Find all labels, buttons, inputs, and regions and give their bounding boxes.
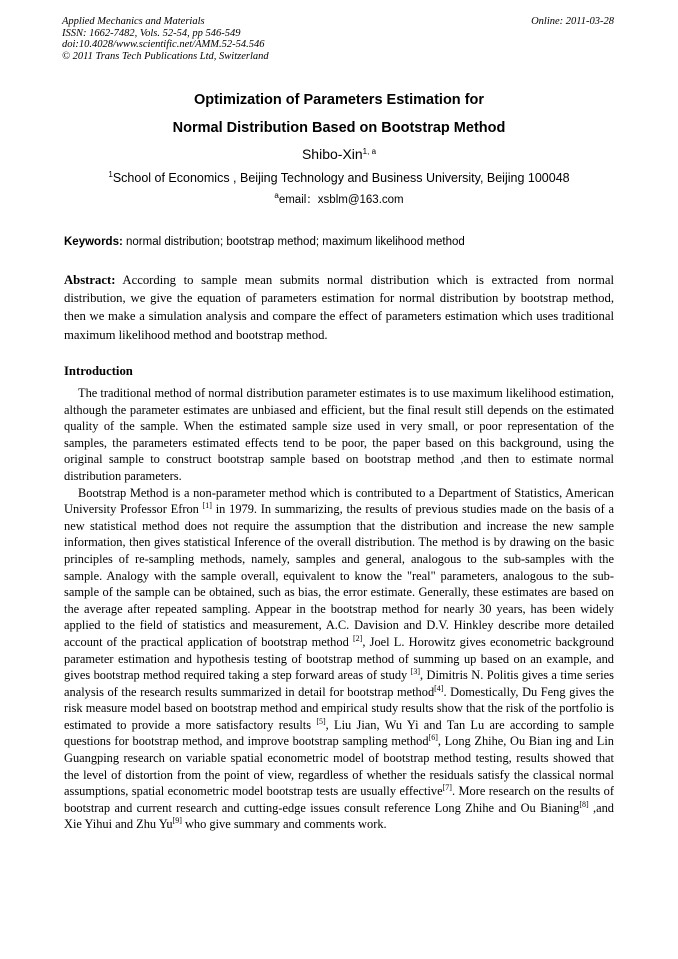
author-line <box>0 145 678 163</box>
affiliation-line <box>0 170 678 186</box>
author-name: Shibo-Xin <box>301 146 363 162</box>
text-span: in 1979. In summarizing, the results of previous studies made on the basis of a new statistical method does not require the assumption that the distribution and increase the new sample information, then gives statistical Inference of the overall distribution. The method is by drawing on the basic principles of re-sampling methods, namely, samples and general, analogous to the sub-samples with the sample. Analogy with the sample overall, equivalent to know the "real" parameters, analogous to the sub-sample of the sample can be obtained, such as bias, the error estimate. Generally, these estimates are based on the average after repeated sampling. Appear in the bootstrap method for nearly 30 years, has been widely applied to the field of statistics and measurement, A.C. Davision and D.V. Hinkley describe more detailed account of the practical application of bootstrap method <box>64 502 614 649</box>
journal-doi: doi:10.4028/www.scientific.net/AMM.52-54.546 <box>62 39 265 50</box>
text-span: . More research on the results of bootstrap and current research and cutting-edge issues consult reference Long Zhihe and Ou Bianing <box>64 784 614 815</box>
text-span: ,and Xie Yihui and Zhu Yu <box>64 800 614 832</box>
affiliation-rest: , Beijing Technology and Business University, Beijing 100048 <box>229 171 570 185</box>
journal-info <box>62 16 269 62</box>
citation-ref: [8] <box>579 799 589 809</box>
affiliation-mark: 1 <box>108 170 113 179</box>
text-span: , Joel L. Horowitz gives econometric background parameter estimation and hypothesis testing of bootstrap method of summing up based on an example, and gives bootstrap method required taking a step forward areas of study <box>64 634 614 683</box>
text-span: , Dimitris N. Politis gives a time series analysis of the research results summarized in detail for bootstrap method <box>64 668 614 699</box>
journal-name: Applied Mechanics and Materials <box>62 16 205 27</box>
keywords-text: normal distribution; bootstrap method; maximum likelihood method <box>122 236 465 248</box>
citation-ref: [4] <box>434 683 444 693</box>
online-date: Online: 2011-03-28 <box>531 16 614 27</box>
text-span: , Liu Jian, Wu Yi and Tan Lu are according to sample questions for bootstrap method, and improve bootstrap sampling method <box>64 717 615 749</box>
email-line <box>0 193 678 208</box>
section-heading-introduction: Introduction <box>64 364 133 378</box>
keywords <box>64 235 616 250</box>
journal-copyright: © 2011 Trans Tech Publications Ltd, Switzerland <box>62 50 269 62</box>
email-mark: a <box>274 191 279 200</box>
keywords-label: Keywords: <box>64 236 123 248</box>
citation-ref: [7] <box>442 783 452 793</box>
introduction-body <box>64 385 614 833</box>
abstract <box>64 271 614 344</box>
citation-ref: [5] <box>316 716 326 726</box>
abstract-label: Abstract: <box>64 273 116 287</box>
citation-ref: [3] <box>410 667 420 677</box>
paper-title-line-2: Normal Distribution Based on Bootstrap Method <box>172 120 506 136</box>
text-span: who give summary and comments work. <box>181 817 387 832</box>
citation-ref: [9] <box>172 816 182 826</box>
paper-title-line-1: Optimization of Parameters Estimation for <box>193 92 485 108</box>
citation-ref: [1] <box>202 501 212 511</box>
abstract-text: According to sample mean submits normal distribution which is extracted from normal distribution, we give the equation of parameters estimation for normal distribution by bootstrap method, then we make a simulation analysis and compare the effect of parameters estimation which uses traditional maximum likelihood method and bootstrap method. <box>64 273 614 342</box>
text-span: , Long Zhihe, Ou Bian ing and Lin Guangping research on variable spatial econometric model of bootstrap method testing, results showed that the level of distortion from the point of view, regardless of whether the residuals satisfy the classical normal assumptions, spatial econometric model bootstrap tests are usually effective <box>64 734 614 799</box>
text-span: Bootstrap Method is a non-parameter method which is contributed to a Department of Statistics, American University Professor Efron <box>64 485 614 517</box>
affiliation-school: School of Economics <box>112 171 230 185</box>
text-span: . Domestically, Du Feng gives the risk measure model based on bootstrap method and empirical study results show that the risk of the portfolio is estimated to provide a more satisfactory results <box>64 684 614 732</box>
email-address: email：xsblm@163.com <box>278 194 404 206</box>
citation-ref: [2] <box>352 633 363 643</box>
citation-ref: [6] <box>428 733 438 743</box>
journal-issn: ISSN: 1662-7482, Vols. 52-54, pp 546-549 <box>62 27 241 39</box>
author-marks: 1, a <box>362 147 377 156</box>
introduction-paragraph-1: The traditional method of normal distribution parameter estimates is to use maximum likelihood estimation, although the parameter estimates are unbiased and efficient, but the final result still depends on the estimated quality of the sample. When the estimated sample size used in very small, or poor representation of the samples, the parameters estimated effects tend to be poor, the paper based on this background, using the original sample to construct bootstrap sample based on bootstrap method ,and then to estimate normal distribution parameters. <box>64 386 614 483</box>
introduction-paragraph-2 <box>64 485 614 833</box>
